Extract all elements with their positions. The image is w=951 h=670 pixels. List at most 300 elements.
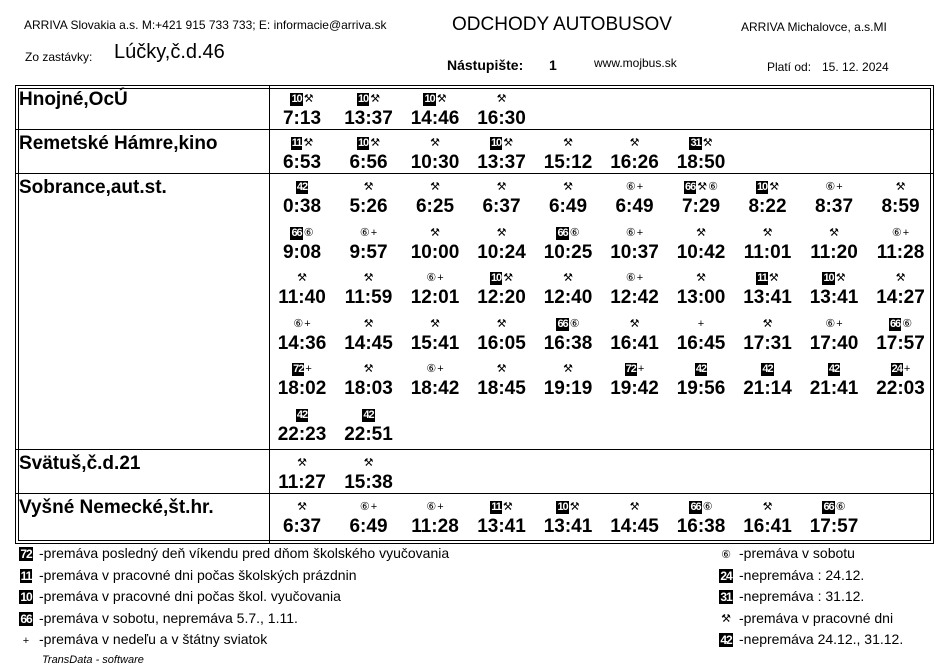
departure-cell	[801, 225, 867, 264]
departure-notes	[336, 316, 402, 333]
departure-time: 10:37	[610, 241, 659, 263]
departure-notes	[801, 361, 867, 378]
destination-name: Hnojné,OcÚ	[19, 89, 128, 110]
workday-hammer-icon: ⚒	[496, 226, 507, 239]
departure-cell	[336, 225, 402, 264]
departure-notes	[535, 316, 601, 333]
legend-item	[717, 630, 903, 648]
destination-name: Svätuš,č.d.21	[19, 453, 141, 474]
departure-cell	[801, 316, 867, 355]
workday-hammer-icon: ⚒	[563, 272, 573, 284]
departure-notes	[801, 179, 867, 196]
departure-cell	[668, 179, 734, 218]
departure-time: 16:30	[477, 108, 526, 129]
departure-notes	[469, 225, 535, 242]
departure-notes	[469, 91, 535, 108]
legend-text: -premáva v sobotu	[739, 545, 855, 561]
note-code-badge: 10	[490, 137, 502, 149]
company-contact: ARRIVA Slovakia a.s. M:+421 915 733 733; E: informacie@arriva.sk	[24, 18, 387, 32]
departure-notes	[668, 316, 734, 333]
workday-hammer-icon: ⚒	[430, 317, 440, 330]
departure-time: 13:37	[477, 152, 526, 173]
departure-cell	[735, 225, 801, 264]
departure-cell	[269, 407, 335, 446]
legend-item	[17, 630, 267, 648]
departure-time: 5:26	[349, 196, 388, 217]
workday-hammer-icon: ⚒	[563, 181, 573, 193]
departure-notes	[469, 135, 535, 152]
note-code-badge: 66	[823, 501, 834, 513]
departures-table	[15, 85, 934, 544]
page-title: ODCHODY AUTOBUSOV	[452, 14, 672, 35]
platform-label: Nástupište:	[447, 57, 524, 73]
departure-time: 16:38	[543, 332, 593, 354]
departure-time: 6:49	[615, 196, 654, 217]
departure-notes	[402, 179, 468, 196]
departure-notes	[602, 135, 668, 152]
departure-cell	[336, 455, 402, 494]
departure-cell	[535, 270, 601, 309]
departure-time: 18:02	[277, 378, 327, 399]
departure-cell	[535, 499, 601, 538]
departure-notes	[735, 316, 801, 333]
saturday-six-icon: ⑥	[708, 181, 718, 193]
workday-hammer-icon: ⚒	[297, 272, 307, 284]
departure-cell	[402, 179, 468, 218]
departure-time: 19:56	[676, 378, 726, 399]
departure-notes	[602, 499, 668, 516]
workday-hammer-icon: ⚒	[829, 226, 839, 239]
departure-cell	[735, 316, 801, 355]
workday-hammer-icon: ⚒	[563, 137, 573, 149]
departure-time: 13:41	[543, 516, 593, 537]
departure-notes	[469, 179, 535, 196]
saturday-six-icon: ⑥	[426, 501, 437, 513]
legend-item	[17, 566, 357, 584]
departure-notes	[735, 361, 801, 378]
departure-time: 6:56	[349, 152, 388, 173]
legend-item	[717, 609, 893, 627]
legend-item	[717, 544, 855, 562]
workday-hammer-icon: ⚒	[696, 226, 706, 239]
departure-notes	[269, 407, 335, 424]
departure-cell	[801, 270, 867, 309]
departure-cell	[402, 316, 468, 355]
sunday-plus-icon: +	[437, 501, 444, 513]
departure-notes	[336, 270, 402, 287]
departure-time: 21:14	[743, 378, 792, 399]
departure-cell	[801, 499, 867, 538]
workday-hammer-icon: ⚒	[370, 137, 381, 149]
workday-hammer-icon: ⚒	[696, 272, 706, 284]
departure-time: 19:19	[543, 378, 593, 399]
departure-cell	[336, 316, 402, 355]
departure-notes	[269, 361, 335, 378]
workday-hammer-icon: ⚒	[762, 317, 773, 330]
departure-notes	[602, 270, 668, 287]
workday-hammer-icon: ⚒	[303, 93, 314, 105]
departure-time: 11:40	[278, 287, 326, 308]
destination-name: Sobrance,aut.st.	[19, 177, 167, 198]
departure-cell	[469, 270, 535, 309]
note-code-badge: 10	[20, 590, 32, 604]
departure-notes	[668, 225, 734, 242]
departure-time: 9:57	[349, 241, 388, 263]
departure-cell	[535, 361, 601, 400]
workday-hammer-icon: ⚒	[762, 501, 773, 513]
workday-hammer-icon: ⚒	[496, 93, 507, 105]
departure-cell	[602, 316, 668, 355]
departure-notes	[336, 499, 402, 516]
sunday-plus-icon: +	[304, 317, 311, 330]
departure-time: 14:27	[876, 287, 925, 308]
workday-hammer-icon: ⚒	[496, 317, 507, 330]
departure-notes	[735, 499, 801, 516]
departure-cell	[336, 361, 402, 400]
saturday-six-icon: ⑥	[825, 317, 836, 330]
website-link[interactable]: www.mojbus.sk	[594, 56, 677, 70]
departure-time: 14:46	[410, 108, 460, 129]
departure-time: 13:41	[743, 287, 792, 308]
departure-cell	[602, 499, 668, 538]
departure-cell	[668, 499, 734, 538]
valid-from-label: Platí od:	[767, 60, 812, 74]
saturday-six-icon: ⑥	[835, 501, 846, 513]
workday-hammer-icon: ⚒	[363, 181, 374, 193]
departure-time: 7:29	[681, 196, 721, 217]
departure-cell	[868, 361, 934, 400]
note-code-badge: 11	[291, 137, 302, 149]
departure-notes	[668, 361, 734, 378]
departure-time: 16:05	[477, 332, 526, 354]
departure-notes	[801, 270, 867, 287]
sunday-plus-icon: +	[437, 272, 444, 284]
sunday-plus-icon: +	[437, 363, 444, 375]
departure-cell	[336, 407, 402, 446]
workday-hammer-icon: ⚒	[363, 363, 374, 375]
sunday-plus-icon: +	[636, 272, 644, 284]
departure-notes	[336, 179, 402, 196]
departure-time: 18:50	[676, 152, 726, 173]
departure-time: 6:37	[482, 196, 521, 217]
workday-hammer-icon: ⚒	[363, 457, 374, 469]
departure-cell	[402, 361, 468, 400]
departure-cell	[801, 361, 867, 400]
note-code-badge: 66	[557, 226, 568, 239]
departure-notes	[402, 225, 468, 242]
departure-cell	[469, 179, 535, 218]
departure-cell	[269, 225, 335, 264]
sunday-plus-icon: +	[22, 634, 30, 647]
departure-notes	[801, 316, 867, 333]
departure-time: 11:20	[810, 241, 858, 263]
departure-notes	[402, 135, 468, 152]
departure-time: 8:37	[814, 196, 854, 217]
legend-text: -nepremáva : 31.12.	[739, 588, 865, 604]
departure-time: 8:22	[748, 196, 787, 217]
departure-notes	[469, 361, 535, 378]
departure-notes	[735, 179, 801, 196]
workday-hammer-icon: ⚒	[297, 501, 307, 513]
note-code-badge: 66	[291, 226, 302, 239]
destination-name: Remetské Hámre,kino	[19, 133, 218, 154]
workday-hammer-icon: ⚒	[363, 272, 374, 284]
workday-hammer-icon: ⚒	[895, 272, 906, 284]
legend-text: -nepremáva 24.12., 31.12.	[739, 631, 904, 647]
note-code-badge: 66	[685, 181, 696, 193]
sunday-plus-icon: +	[697, 317, 705, 330]
departure-time: 17:40	[809, 332, 859, 354]
departure-cell	[269, 135, 335, 174]
workday-hammer-icon: ⚒	[297, 457, 307, 469]
saturday-six-icon: ⑥	[426, 272, 437, 284]
note-code-badge: 72	[293, 363, 304, 375]
departure-time: 18:03	[344, 378, 393, 399]
departure-notes	[269, 91, 335, 108]
departure-time: 17:31	[743, 332, 792, 354]
departure-notes	[402, 499, 468, 516]
departure-cell	[602, 270, 668, 309]
departure-time: 13:41	[809, 287, 859, 308]
departure-notes	[668, 270, 734, 287]
sunday-plus-icon: +	[836, 317, 843, 330]
saturday-six-icon: ⑥	[625, 181, 636, 193]
departure-notes	[535, 270, 601, 287]
note-code-badge: 24	[720, 568, 732, 583]
departure-cell	[735, 270, 801, 309]
saturday-six-icon: ⑥	[721, 548, 731, 561]
departure-cell	[535, 316, 601, 355]
saturday-six-icon: ⑥	[625, 226, 636, 239]
departure-notes	[535, 135, 601, 152]
departure-notes	[402, 361, 468, 378]
departure-time: 15:41	[410, 332, 460, 354]
departure-cell	[402, 270, 468, 309]
sunday-plus-icon: +	[370, 501, 378, 513]
departure-notes	[336, 455, 402, 472]
note-code-badge: 10	[357, 93, 369, 105]
saturday-six-icon: ⑥	[569, 317, 580, 330]
note-code-badge: 42	[762, 363, 773, 375]
legend-text: -nepremáva : 24.12.	[739, 566, 865, 583]
saturday-six-icon: ⑥	[359, 501, 370, 513]
legend-item	[717, 566, 864, 584]
departure-notes	[535, 499, 601, 516]
departure-notes	[469, 499, 535, 516]
departure-time: 12:40	[543, 287, 593, 308]
departure-notes	[336, 135, 402, 152]
legend-text: -premáva v nedeľu a v štátny sviatok	[39, 631, 268, 647]
departure-cell	[668, 270, 734, 309]
departure-notes	[602, 179, 668, 196]
departure-cell	[469, 135, 535, 174]
note-code-badge: 10	[291, 93, 302, 105]
departure-notes	[868, 270, 934, 287]
note-code-badge: 10	[490, 272, 502, 284]
workday-hammer-icon: ⚒	[370, 93, 381, 105]
note-code-badge: 11	[757, 272, 767, 284]
valid-from-date: 15. 12. 2024	[822, 60, 889, 74]
departure-time: 22:51	[344, 423, 393, 445]
departure-time: 6:53	[282, 152, 322, 173]
departure-time: 14:45	[610, 516, 659, 537]
workday-hammer-icon: ⚒	[569, 501, 580, 513]
departure-cell	[735, 499, 801, 538]
row-divider	[16, 449, 933, 450]
departure-notes	[269, 135, 335, 152]
sunday-plus-icon: +	[903, 363, 911, 375]
note-code-badge: 10	[756, 181, 768, 193]
departure-notes	[402, 270, 468, 287]
departure-cell	[269, 361, 335, 400]
workday-hammer-icon: ⚒	[769, 181, 780, 193]
note-code-badge: 66	[690, 501, 701, 513]
workday-hammer-icon: ⚒	[697, 181, 708, 193]
departure-time: 9:08	[282, 241, 322, 263]
departure-cell	[269, 316, 335, 355]
departure-notes	[402, 91, 468, 108]
saturday-six-icon: ⑥	[891, 226, 902, 239]
saturday-six-icon: ⑥	[426, 363, 437, 375]
departure-notes	[735, 225, 801, 242]
departure-cell	[602, 225, 668, 264]
departure-cell	[336, 179, 402, 218]
departure-cell	[336, 270, 402, 309]
departure-cell	[402, 499, 468, 538]
departure-cell	[535, 179, 601, 218]
departure-time: 6:49	[548, 196, 588, 217]
sunday-plus-icon: +	[902, 226, 910, 239]
departure-notes	[469, 270, 535, 287]
note-code-badge: 66	[889, 317, 901, 330]
workday-hammer-icon: ⚒	[430, 226, 440, 239]
legend-item	[17, 587, 341, 605]
departure-time: 11:01	[743, 241, 792, 263]
stop-name: Lúčky,č.d.46	[114, 41, 225, 63]
departure-cell	[602, 361, 668, 400]
departure-time: 13:41	[477, 516, 526, 537]
departure-cell	[336, 135, 402, 174]
departure-cell	[735, 179, 801, 218]
departure-cell	[269, 499, 335, 538]
note-code-badge: 66	[20, 611, 32, 626]
departure-notes	[336, 407, 402, 424]
departure-cell	[735, 361, 801, 400]
legend-text: -premáva v pracovné dni počas školských prázdnin	[39, 566, 357, 583]
departure-cell	[602, 135, 668, 174]
workday-hammer-icon: ⚒	[436, 93, 447, 105]
departure-time: 12:20	[477, 287, 526, 308]
departure-cell	[668, 225, 734, 264]
departure-time: 11:28	[411, 516, 459, 537]
departure-time: 10:30	[410, 152, 460, 173]
departure-time: 16:41	[743, 516, 792, 537]
departure-time: 16:38	[676, 516, 726, 537]
departure-cell	[336, 91, 402, 130]
saturday-six-icon: ⑥	[303, 226, 314, 239]
departure-notes	[336, 91, 402, 108]
departure-notes	[535, 361, 601, 378]
legend-text: -premáva v pracovné dni	[739, 609, 894, 626]
departure-time: 22:23	[277, 423, 327, 445]
departure-notes	[668, 179, 734, 196]
note-code-badge: 10	[424, 93, 435, 105]
footer-credit: TransData - software	[42, 654, 144, 666]
departure-cell	[868, 316, 934, 355]
workday-hammer-icon: ⚒	[496, 181, 507, 193]
departure-notes	[269, 455, 335, 472]
departure-notes	[735, 270, 801, 287]
departure-notes	[269, 499, 335, 516]
sunday-plus-icon: +	[370, 226, 378, 239]
departure-time: 16:41	[610, 332, 659, 354]
departure-cell	[469, 361, 535, 400]
departure-notes	[868, 179, 934, 196]
note-code-badge: 11	[491, 501, 501, 513]
workday-hammer-icon: ⚒	[702, 137, 713, 149]
departure-time: 0:38	[282, 196, 322, 217]
sunday-plus-icon: +	[305, 363, 312, 375]
workday-hammer-icon: ⚒	[762, 226, 773, 239]
legend-item	[717, 587, 864, 605]
workday-hammer-icon: ⚒	[835, 272, 846, 284]
departure-notes	[269, 179, 335, 196]
departure-notes	[535, 179, 601, 196]
legend-item	[17, 544, 449, 562]
workday-hammer-icon: ⚒	[563, 363, 573, 375]
sunday-plus-icon: +	[636, 181, 644, 193]
workday-hammer-icon: ⚒	[430, 137, 440, 149]
departure-cell	[535, 135, 601, 174]
note-code-badge: 42	[828, 363, 840, 375]
saturday-six-icon: ⑥	[359, 226, 370, 239]
departure-cell	[402, 225, 468, 264]
departure-cell	[668, 135, 734, 174]
note-code-badge: 24	[891, 363, 902, 375]
note-code-badge: 66	[557, 317, 568, 330]
departure-time: 6:25	[415, 196, 455, 217]
departure-time: 8:59	[881, 196, 920, 217]
note-code-badge: 42	[695, 363, 707, 375]
departure-cell	[269, 270, 335, 309]
departure-notes	[269, 225, 335, 242]
departure-notes	[469, 316, 535, 333]
workday-hammer-icon: ⚒	[303, 137, 314, 149]
platform-number: 1	[549, 57, 557, 73]
departure-time: 16:26	[610, 152, 659, 173]
saturday-six-icon: ⑥	[702, 501, 713, 513]
workday-hammer-icon: ⚒	[629, 501, 640, 513]
departure-time: 7:13	[282, 108, 322, 129]
note-code-badge: 42	[296, 181, 308, 193]
departure-time: 15:12	[543, 152, 593, 173]
departure-time: 17:57	[876, 332, 925, 354]
departure-time: 6:49	[349, 516, 388, 537]
departure-notes	[868, 316, 934, 333]
sunday-plus-icon: +	[637, 363, 645, 375]
departure-time: 17:57	[809, 516, 859, 537]
note-code-badge: 42	[363, 408, 374, 421]
departure-cell	[469, 225, 535, 264]
departure-cell	[336, 499, 402, 538]
departure-time: 13:37	[344, 108, 393, 129]
note-code-badge: 31	[690, 137, 701, 149]
workday-hammer-icon: ⚒	[363, 317, 374, 330]
saturday-six-icon: ⑥	[569, 226, 580, 239]
workday-hammer-icon: ⚒	[629, 317, 640, 330]
departure-cell	[668, 361, 734, 400]
departure-cell	[535, 225, 601, 264]
